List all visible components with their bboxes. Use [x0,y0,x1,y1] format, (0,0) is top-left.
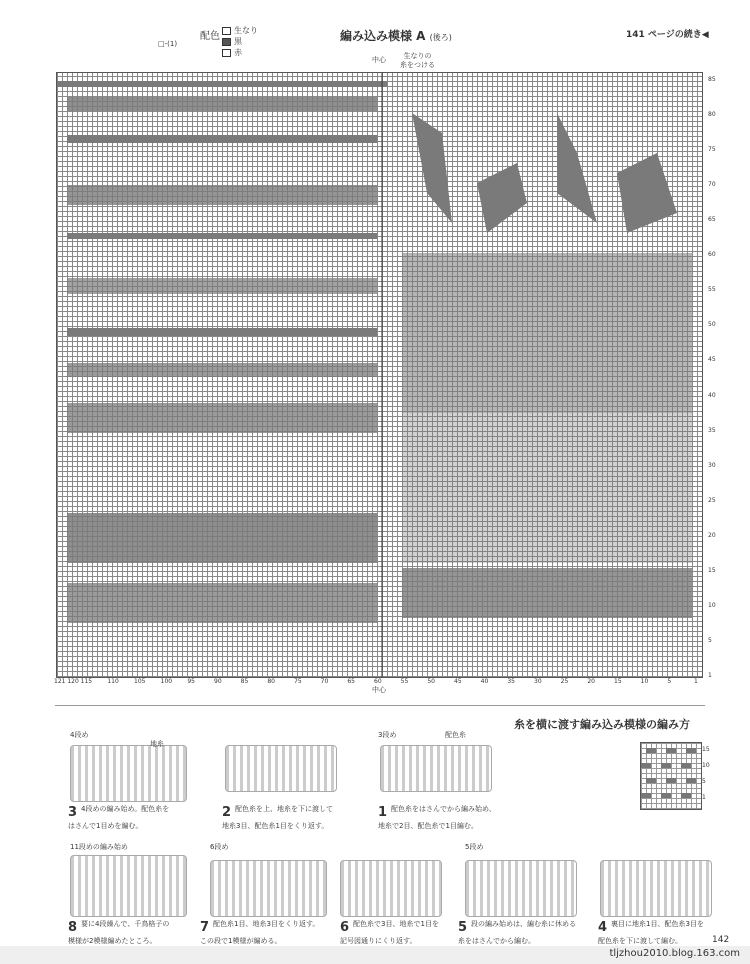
legend-item: 黒 [222,36,258,47]
center-label-top: 中心 [372,56,386,64]
row-number: 20 [708,531,716,539]
howto-title: 糸を横に渡す編み込み模様の編み方 [514,718,690,731]
column-number: 20 [587,678,595,685]
row-number: 45 [708,356,716,364]
row-number: 55 [708,286,716,294]
step-label: 4段め [70,731,89,739]
mini-chart-rows: 15 10 5 1 [702,746,710,801]
step-illustration [380,745,492,792]
step-text: 3 4段めの編み始め。配色糸を はさんで1目めを編む。 [68,805,170,830]
step-illustration [600,860,712,917]
step-illustration [465,860,577,917]
column-number: 45 [454,678,462,685]
step-text: 7 配色糸1目、地糸3目をくり返す。 この段で1模様が編める。 [200,920,320,945]
pattern-band [67,278,377,294]
row-number: 70 [708,181,716,189]
step-text: 5 段の編み始めは、編む糸に休める 糸をはさんでから編む。 [458,920,577,945]
row-number: 75 [708,146,716,154]
step-label: 6段め [210,843,229,851]
legend-swatch-icon [222,27,231,35]
step-illustration [70,855,187,917]
row-number: 40 [708,391,716,399]
row-number: 60 [708,251,716,259]
pattern-block [402,253,692,413]
column-number: 80 [267,678,275,685]
column-number: 65 [347,678,355,685]
page-title: 編み込み模様 A (後ろ) [340,29,452,43]
column-number: 10 [640,678,649,685]
column-number: 55 [400,678,409,685]
column-number: 85 [240,678,249,685]
step-text: 1 配色糸をはさんでから編み始め、 地糸で2目、配色糸で1目編む。 [378,805,496,830]
row-number: 65 [708,216,716,224]
yarn-label-ground: 地糸 [150,740,164,748]
column-number: 35 [507,678,515,685]
row-number: 1 [708,672,712,679]
column-number: 110 [107,678,119,685]
pattern-band [67,363,377,377]
column-number: 50 [427,678,435,685]
step-text: 6 配色糸で3目、地糸で1目を 記号図通りにくり返す。 [340,920,439,945]
pattern-band [67,97,377,111]
step-illustration [340,860,442,917]
pattern-band [67,185,377,205]
step-text: 8 要に4段繰んで、千鳥格子の 模様が2模様編めたところ。 [68,920,170,945]
column-number: 75 [294,678,302,685]
row-number: 25 [708,496,716,504]
column-number: 1 [694,678,698,685]
continued-note: 141 ページの続き◀ [626,30,709,40]
motif-shape [412,113,452,223]
step-illustration [210,860,327,917]
step-text: 2 配色糸を上、地糸を下に渡して 地糸3目、配色糸1目をくり返す。 [222,805,334,830]
step-label: 3段め [378,731,397,739]
center-label-bottom: 中心 [372,686,386,694]
yarn-label-color: 配色糸 [445,731,466,739]
legend-item: 赤 [222,47,258,58]
column-number: 70 [320,678,329,685]
step-label: 5段め [465,843,484,851]
row-number: 85 [708,76,716,83]
legend-item: 生なり [222,25,258,36]
motif-shape [557,113,597,223]
column-number: 121 120 [54,678,79,685]
step-illustration [70,745,187,802]
row-number: 15 [708,566,716,574]
small-note: □-(1) [158,40,178,48]
legend-swatch-icon [222,38,231,46]
section-divider [55,705,705,706]
knitting-chart [56,72,703,678]
pattern-band [67,328,377,336]
row-number: 10 [708,601,716,609]
pattern-block [402,413,692,563]
column-number: 30 [534,678,542,685]
column-number: 90 [214,678,222,685]
row-number: 30 [708,461,716,469]
column-number: 40 [480,678,489,685]
column-number: 5 [667,678,672,685]
color-label: 配色 [200,31,220,42]
pattern-band [67,135,377,143]
column-number: 15 [614,678,622,685]
yarn-note: 生なりの 糸をつける [400,52,435,69]
footer-bar [0,946,750,964]
chart-pattern [57,73,702,677]
pattern-band [67,233,377,239]
step-label: 11段めの編み始め [70,843,128,851]
pattern-band [57,81,387,87]
row-number: 80 [708,111,716,119]
step-text: 4 裏目に地糸1目、配色糸3目を 配色糸を下に渡して編む。 [598,920,704,945]
color-legend [222,25,258,58]
pattern-band [67,583,377,623]
page-number: 142 [712,935,730,945]
column-number: 105 [134,678,146,685]
column-number: 115 [80,678,93,685]
column-number: 100 [160,678,173,685]
row-number: 50 [708,321,716,329]
column-number: 60 [374,678,382,685]
row-number: 35 [708,426,716,434]
motif-shape [617,153,677,233]
footer-url[interactable]: tljzhou2010.blog.163.com [609,948,740,959]
column-number: 95 [187,678,195,685]
motif-shape [477,163,527,233]
legend-swatch-icon [222,49,231,57]
column-number: 25 [560,678,569,685]
pattern-block [402,568,692,618]
pattern-band [67,403,377,433]
step-illustration [225,745,337,792]
row-number: 5 [708,636,712,644]
pattern-band [67,513,377,563]
